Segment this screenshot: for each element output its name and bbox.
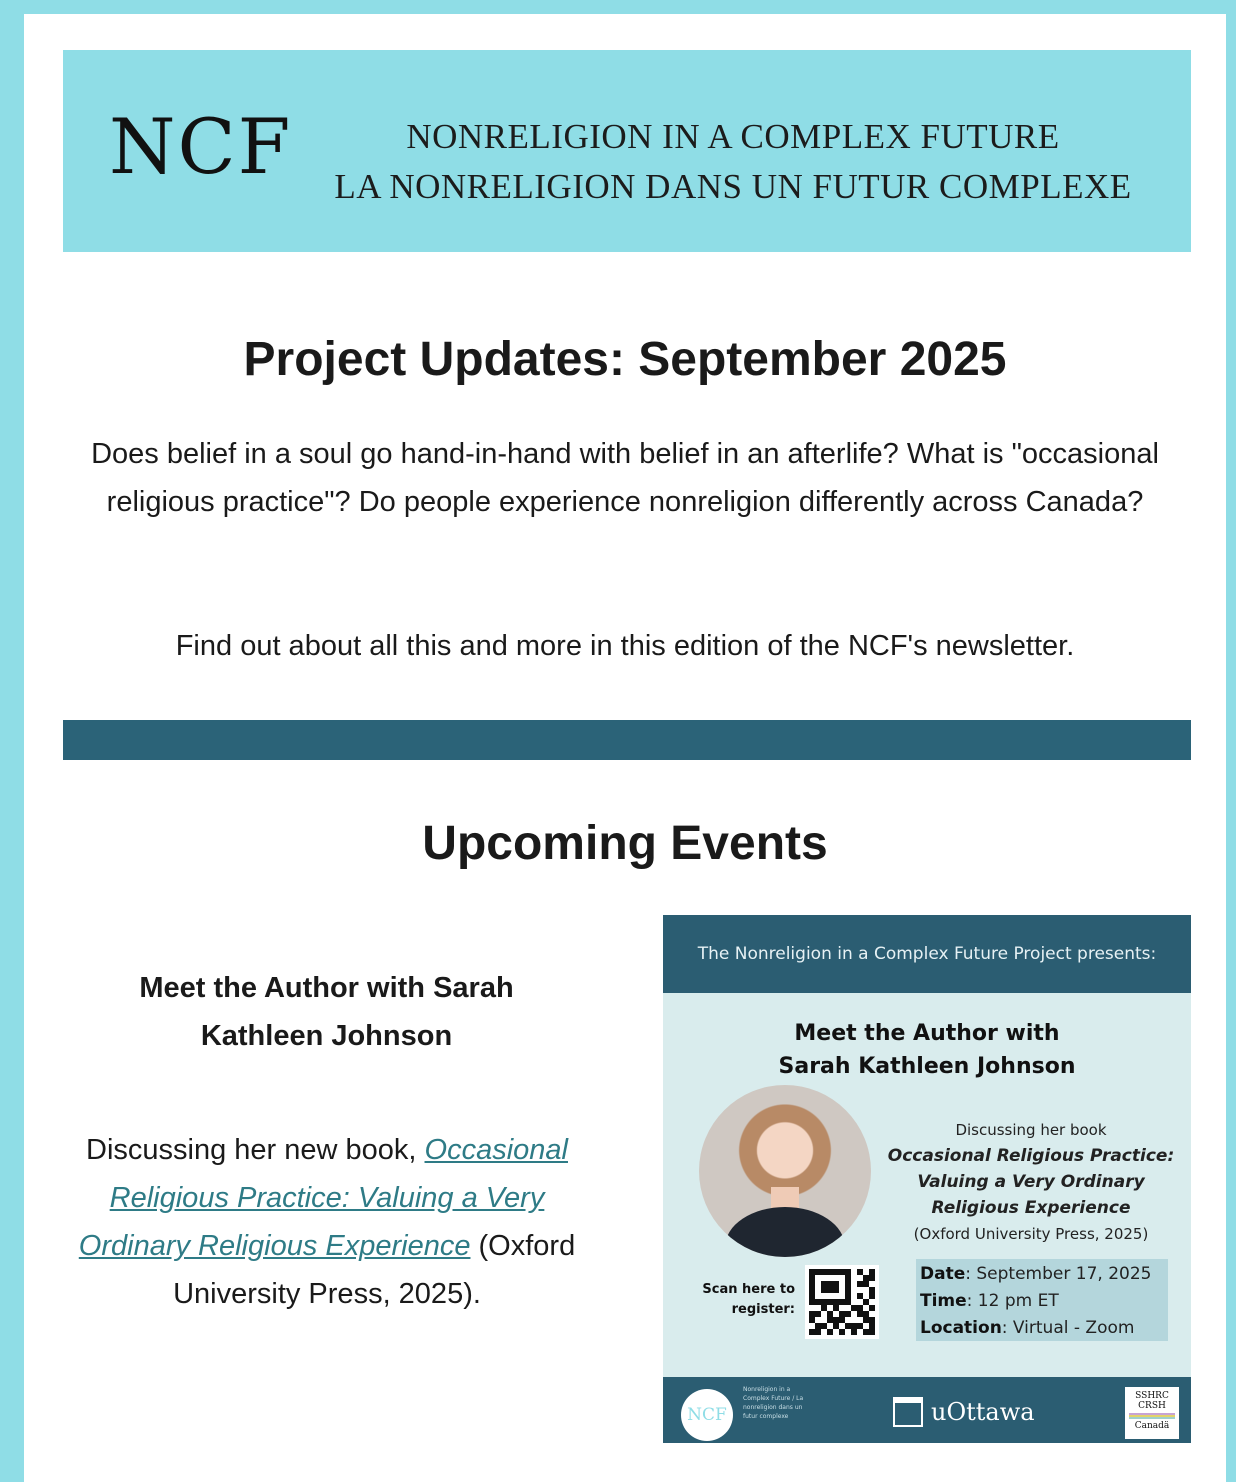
banner-title-fr: LA NONRELIGION DANS UN FUTUR COMPLEXE: [334, 167, 1132, 206]
detail-location: Location: Virtual - Zoom: [920, 1318, 1135, 1338]
poster-book-title: Occasional Religious Practice: Valuing a Very Ordinary Religious Experience: [887, 1146, 1175, 1218]
banner-title: [323, 112, 1143, 212]
poster-book-intro: Discussing her book: [955, 1121, 1107, 1139]
detail-date: Date: September 17, 2025: [920, 1264, 1152, 1284]
event-desc-prefix: Discussing her new book,: [86, 1134, 425, 1166]
event-details: [916, 1259, 1168, 1341]
ncf-logo: NCF: [109, 102, 293, 191]
event-poster[interactable]: [663, 915, 1191, 1443]
building-icon: [893, 1397, 923, 1427]
event-title: Meet the Author with Sarah Kathleen Johnson: [139, 972, 514, 1052]
poster-title-line1: Meet the Author with: [794, 1021, 1060, 1046]
section-divider: [63, 720, 1191, 760]
author-photo: [699, 1085, 871, 1257]
book-link[interactable]: Occasional Religious Practice: Valuing a Very Ordinary Religious Experience: [78, 1134, 568, 1262]
newsletter-page: [24, 14, 1226, 1482]
page-title: Project Updates: September 2025: [243, 333, 1007, 386]
poster-title-line2: Sarah Kathleen Johnson: [778, 1054, 1076, 1079]
ncf-footer-logo: NCF: [681, 1389, 733, 1441]
qr-code-icon[interactable]: [805, 1265, 879, 1339]
qr-label: [693, 1280, 795, 1320]
events-heading: Upcoming Events: [422, 817, 828, 870]
event-desc-suffix: (Oxford University Press, 2025).: [173, 1230, 576, 1310]
event-description: [60, 1126, 594, 1318]
detail-time: Time: 12 pm ET: [920, 1291, 1059, 1311]
intro-paragraph: Does belief in a soul go hand-in-hand with belief in an afterlife? What is "occasional religious practice"? Do people experience nonreligion differently across Canada?: [91, 438, 1159, 518]
poster-book-info: [881, 1117, 1181, 1247]
banner-title-en: NONRELIGION IN A COMPLEX FUTURE: [406, 117, 1060, 156]
poster-title: [663, 1017, 1191, 1083]
sshrc-text: SSHRC: [1135, 1391, 1169, 1401]
ncf-footer-text: Nonreligion in a Complex Future / La nonreligion dans un futur complexe: [743, 1386, 804, 1420]
crsh-text: CRSH: [1138, 1401, 1166, 1411]
poster-presents: The Nonreligion in a Complex Future Project presents:: [663, 915, 1191, 993]
intro-paragraph-2: Find out about all this and more in this edition of the NCF's newsletter.: [175, 630, 1075, 662]
poster-footer: [663, 1377, 1191, 1443]
qr-label-line1: Scan here to: [702, 1282, 795, 1297]
uottawa-logo: [893, 1397, 1035, 1427]
poster-publisher: (Oxford University Press, 2025): [913, 1225, 1149, 1243]
canada-text: Canadä: [1134, 1421, 1170, 1431]
qr-label-line2: register:: [731, 1302, 795, 1317]
uottawa-text: uOttawa: [931, 1398, 1035, 1426]
sshrc-logo: [1125, 1387, 1179, 1439]
header-banner: [63, 50, 1191, 252]
